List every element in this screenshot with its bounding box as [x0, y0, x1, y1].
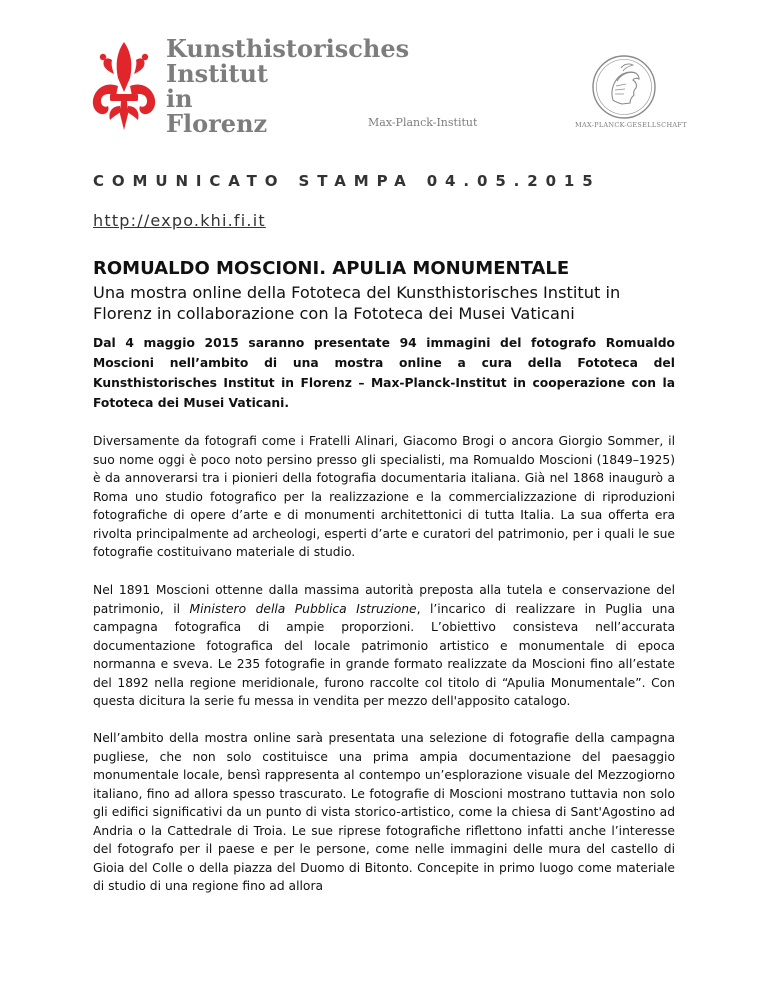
florentine-lily-logo-icon [88, 40, 160, 132]
press-title: ROMUALDO MOSCIONI. APULIA MONUMENTALE [93, 258, 570, 279]
ministry-name: Ministero della Pubblica Istruzione [189, 601, 417, 616]
press-release-date: COMUNICATO STAMPA 04.05.2015 [93, 172, 601, 190]
body-paragraph: Diversamente da fotografi come i Fratelli Alinari, Giacomo Brogi o ancora Giorgio Sommer, il suo nome oggi è poco noto persino presso gli specialisti, ma Romualdo Moscioni (1849–1925) è da annoverarsi tra i pionieri della fotografia documentaria italiana. Già nel 1868 inaugurò a Roma uno studio fotografico per la realizzazione e la commercializzazione di riproduzioni fotografiche di opere d’arte e di monumenti architettonici di tutta Italia. La sua offerta era rivolta principalmente ad archeologi, esperti d’arte e curatori del patrimonio, per i quali le sue fotografie costituivano materiale di studio. [93, 434, 675, 559]
lead-paragraph: Dal 4 maggio 2015 saranno presentate 94 immagini del fotografo Romualdo Moscioni nell’ambito di una mostra online a cura della Fototeca del Kunsthistorisches Institut in Florenz – Max-Planck-Institut in cooperazione con la Fototeca dei Musei Vaticani. [93, 336, 675, 410]
institute-name-line: Florenz [166, 109, 268, 138]
max-planck-institut-label: Max-Planck-Institut [368, 116, 478, 129]
max-planck-gesellschaft-label: MAX-PLANCK-GESELLSCHAFT [575, 121, 687, 129]
institute-name-line: in [166, 84, 193, 113]
body-paragraph [93, 581, 675, 711]
paragraph-text: Nel 1891 Moscioni ottenne dalla massima autorità preposta alla tutela e conservazione del patrimonio, il [93, 583, 675, 616]
press-subtitle: Una mostra online della Fototeca del Kunsthistorisches Institut in Florenz in collaborazione con la Fototeca dei Musei Vaticani [93, 283, 621, 323]
body-paragraph: Nell’ambito della mostra online sarà presentata una selezione di fotografie della campagna pugliese, che non solo costituisce una prima ampia documentazione del paesaggio monumentale locale, bensì rappresenta al contempo un’esplorazione visuale del Mezzogiorno italiano, fino ad allora spesso trascurato. Le fotografie di Moscioni mostrano tuttavia non solo gli edifici significativi da un punto di vista storico-artistico, come la chiesa di Sant'Agostino ad Andria o la Cattedrale di Troia. Le sue riprese fotografiche riflettono infatti anche l’interesse del fotografo per il paese e per le persone, come nelle immagini delle mura del castello di Gioia del Colle o della piazza del Duomo di Bitonto. Concepite in primo luogo come materiale di studio di una regione fino ad allora [93, 731, 675, 893]
institute-name-line: Institut [166, 59, 269, 88]
minerva-seal-icon [591, 54, 657, 120]
paragraph-text: , l’incarico di realizzare in Puglia una campagna fotografica di ampie proporzioni. L’obiettivo consisteva nell’accurata documentazione fotografica del locale patrimonio artistico e monumentale di epoca normanna e sveva. Le 235 fotografie in grande formato realizzate da Moscioni fino all’estate del 1892 nella regione meridionale, furono raccolte col titolo di “Apulia Monumentale”. Con questa dicitura la serie fu messa in vendita per mezzo dell'apposito catalogo. [93, 601, 676, 708]
institute-name-line: Kunsthistorisches [166, 34, 410, 63]
exhibition-link[interactable]: http://expo.khi.fi.it [93, 211, 266, 230]
